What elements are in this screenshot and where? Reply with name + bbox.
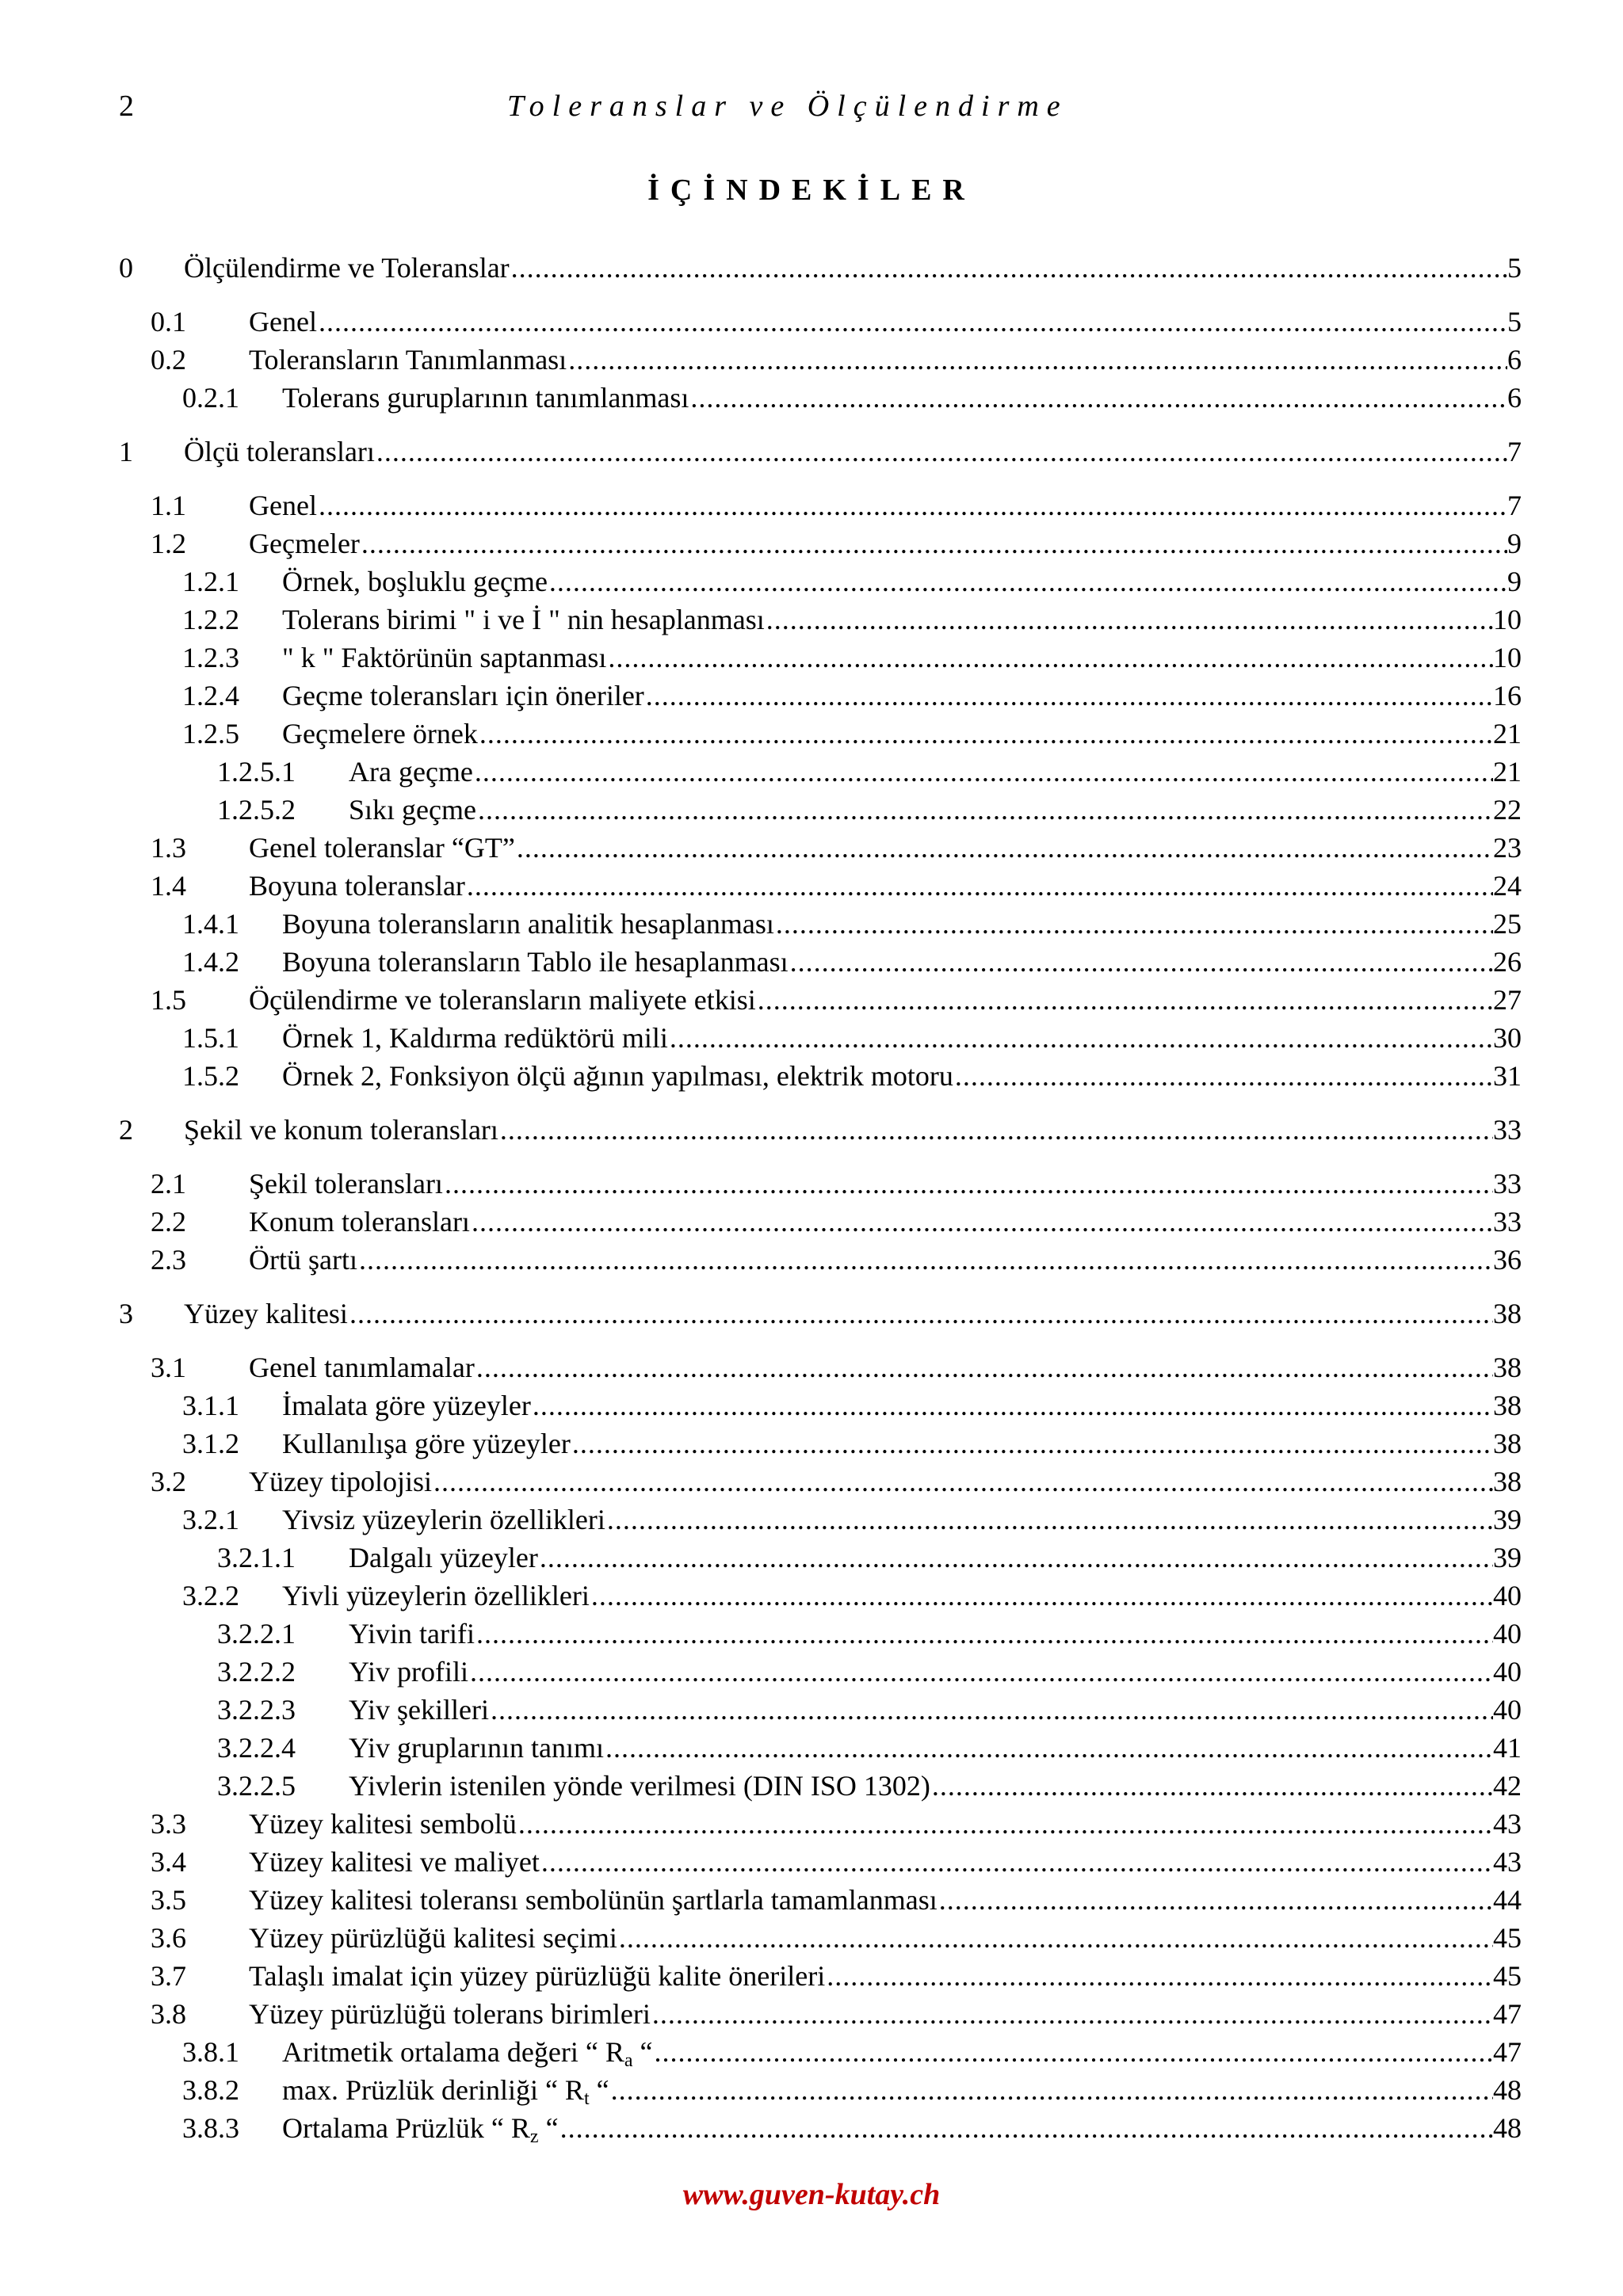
toc-entry-number: 1.2.3	[182, 642, 239, 673]
toc-dot-leader	[500, 1111, 1493, 1149]
page-number: 2	[119, 90, 134, 123]
toc-dot-leader	[470, 1653, 1493, 1691]
toc-entry-page: 33	[1493, 1168, 1522, 1199]
toc-entry[interactable]	[119, 1019, 1522, 1057]
toc-entry-page: 47	[1493, 1998, 1522, 2030]
toc-entry-page: 42	[1493, 1770, 1522, 1802]
toc-entry[interactable]	[119, 1165, 1522, 1203]
toc-entry-title: Geçmeler	[249, 528, 360, 559]
toc-entry-title: Yiv profili	[349, 1656, 468, 1688]
toc-dot-leader	[549, 563, 1507, 601]
toc-entry-page: 47	[1493, 2036, 1522, 2068]
toc-entry[interactable]	[119, 1295, 1522, 1333]
toc-dot-leader	[654, 2033, 1493, 2071]
toc-entry-title: Ölçülendirme ve Toleranslar	[184, 252, 510, 284]
toc-entry-number: 3.8.3	[182, 2112, 239, 2144]
toc-entry-page: 10	[1493, 604, 1522, 635]
toc-entry-title: Boyuna toleransların Tablo ile hesaplanması	[282, 946, 789, 978]
toc-heading: İÇİNDEKİLER	[647, 174, 976, 207]
toc-entry-page: 39	[1493, 1542, 1522, 1573]
toc-entry-title: Yivsiz yüzeylerin özellikleri	[282, 1504, 605, 1535]
toc-entry[interactable]	[119, 1577, 1522, 1615]
toc-entry-number: 3	[119, 1298, 133, 1329]
toc-entry-page: 9	[1507, 566, 1522, 597]
toc-entry[interactable]	[119, 563, 1522, 601]
toc-entry-page: 21	[1493, 718, 1522, 749]
toc-entry-number: 1	[119, 436, 133, 467]
toc-entry-title: Öçülendirme ve toleransların maliyete etkisi	[249, 984, 756, 1016]
toc-dot-leader	[433, 1463, 1493, 1501]
toc-entry-page: 40	[1493, 1694, 1522, 1726]
toc-dot-leader	[827, 1957, 1493, 1995]
toc-entry-page: 41	[1493, 1732, 1522, 1764]
toc-entry-number: 3.2.2	[182, 1580, 239, 1611]
toc-dot-leader	[467, 867, 1493, 905]
toc-entry-subscript: a	[624, 2050, 633, 2071]
toc-entry[interactable]	[119, 1463, 1522, 1501]
toc-entry[interactable]	[119, 943, 1522, 981]
toc-entry-page: 33	[1493, 1114, 1522, 1146]
toc-entry-page: 27	[1493, 984, 1522, 1016]
toc-entry-page: 38	[1493, 1352, 1522, 1383]
toc-entry-title: Örnek, boşluklu geçme	[282, 566, 548, 597]
toc-entry[interactable]	[119, 2033, 1522, 2071]
toc-entry[interactable]	[119, 1539, 1522, 1577]
toc-entry-page: 43	[1493, 1846, 1522, 1878]
toc-entry-page: 36	[1493, 1244, 1522, 1276]
footer-url[interactable]: www.guven-kutay.ch	[682, 2178, 941, 2211]
toc-entry-page: 5	[1507, 252, 1522, 284]
toc-entry[interactable]	[119, 1241, 1522, 1279]
toc-dot-leader	[932, 1767, 1493, 1805]
toc-entry[interactable]	[119, 2109, 1522, 2147]
toc-entry-title: " k " Faktörünün saptanması	[282, 642, 607, 673]
toc-entry-number: 1.5.2	[182, 1060, 239, 1092]
toc-entry-title: Genel	[249, 490, 317, 521]
toc-entry-number: 3.2.2.4	[217, 1732, 296, 1764]
toc-entry-title: Yüzey kalitesi sembolü	[249, 1808, 517, 1840]
toc-entry[interactable]	[119, 341, 1522, 379]
toc-entry-title: Örnek 1, Kaldırma redüktörü mili	[282, 1022, 668, 1054]
toc-entry-title: Örtü şartı	[249, 1244, 357, 1276]
toc-entry-number: 3.1.1	[182, 1390, 239, 1421]
toc-dot-leader	[619, 1919, 1493, 1957]
toc-entry-title: Geçme toleransları için öneriler	[282, 680, 644, 711]
toc-entry-page: 7	[1507, 436, 1522, 467]
toc-dot-leader	[607, 1501, 1493, 1539]
toc-entry[interactable]	[119, 639, 1522, 677]
toc-entry-number: 3.5	[151, 1884, 186, 1916]
toc-entry-number: 0	[119, 252, 133, 284]
toc-entry[interactable]	[119, 1203, 1522, 1241]
toc-entry[interactable]	[119, 791, 1522, 829]
toc-entry-page: 24	[1493, 870, 1522, 902]
toc-entry-title: Kullanılışa göre yüzeyler	[282, 1428, 571, 1459]
toc-entry-page: 45	[1493, 1922, 1522, 1954]
toc-entry-page: 22	[1493, 794, 1522, 826]
toc-entry-title: Şekil toleransları	[249, 1168, 443, 1199]
toc-entry-number: 1.2.4	[182, 680, 239, 711]
toc-entry-title: Yivli yüzeylerin özellikleri	[282, 1580, 590, 1611]
toc-entry[interactable]	[119, 1057, 1522, 1095]
toc-entry-title: max. Prüzlük derinliği “ $R_t$ “	[282, 2074, 609, 2109]
toc-entry-page: 6	[1507, 344, 1522, 376]
toc-dot-leader	[758, 981, 1493, 1019]
toc-entry-title: Yiv şekilleri	[349, 1694, 489, 1726]
toc-entry-number: 3.3	[151, 1808, 186, 1840]
toc-entry-number: 2.2	[151, 1206, 186, 1238]
toc-entry-number: 3.7	[151, 1960, 186, 1992]
toc-dot-leader	[572, 1425, 1493, 1463]
toc-dot-leader	[608, 639, 1493, 677]
toc-dot-leader	[540, 1539, 1493, 1577]
toc-dot-leader	[475, 753, 1493, 791]
toc-entry-page: 38	[1493, 1428, 1522, 1459]
toc-entry[interactable]	[119, 1691, 1522, 1729]
toc-entry[interactable]	[119, 1805, 1522, 1843]
toc-entry-number: 1.2.5.1	[217, 756, 296, 788]
toc-entry-number: 3.4	[151, 1846, 186, 1878]
toc-entry-number: 3.2.2.5	[217, 1770, 296, 1802]
toc-entry-number: 1.2.5	[182, 718, 239, 749]
toc-entry-page: 38	[1493, 1390, 1522, 1421]
toc-entry-page: 48	[1493, 2074, 1522, 2106]
toc-entry[interactable]	[119, 867, 1522, 905]
toc-entry-number: 0.2.1	[182, 382, 239, 414]
toc-entry[interactable]	[119, 379, 1522, 417]
toc-entry-number: 3.1.2	[182, 1428, 239, 1459]
toc-dot-leader	[319, 486, 1507, 524]
toc-entry-title: Konum toleransları	[249, 1206, 470, 1238]
toc-entry[interactable]	[119, 1767, 1522, 1805]
toc-entry-title: Yüzey pürüzlüğü tolerans birimleri	[249, 1998, 651, 2030]
toc-entry-page: 45	[1493, 1960, 1522, 1992]
toc-dot-leader	[517, 829, 1493, 867]
toc-dot-leader	[939, 1881, 1493, 1919]
toc-entry[interactable]	[119, 677, 1522, 715]
toc-entry-number: 2	[119, 1114, 133, 1146]
toc-dot-leader	[511, 249, 1507, 287]
toc-entry[interactable]	[119, 715, 1522, 753]
toc-entry-page: 10	[1493, 642, 1522, 673]
toc-entry-title: Genel toleranslar “GT”	[249, 832, 515, 864]
toc-entry-number: 2.3	[151, 1244, 186, 1276]
toc-entry-page: 16	[1493, 680, 1522, 711]
running-title: Toleranslar ve Ölçülendirme	[507, 90, 1068, 123]
toc-entry-number: 0.2	[151, 344, 186, 376]
toc-entry-title: İmalata göre yüzeyler	[282, 1390, 531, 1421]
toc-entry-title: Dalgalı yüzeyler	[349, 1542, 538, 1573]
toc-entry-title: Ara geçme	[349, 756, 473, 788]
toc-entry-number: 3.2.1	[182, 1504, 239, 1535]
toc-entry-number: 1.3	[151, 832, 186, 864]
toc-entry-title: Genel tanımlamalar	[249, 1352, 475, 1383]
toc-entry-number: 1.4.2	[182, 946, 239, 978]
toc-entry-number: 2.1	[151, 1168, 186, 1199]
toc-entry[interactable]	[119, 433, 1522, 471]
toc-entry-title: Aritmetik ortalama değeri “ $R_a$ “	[282, 2036, 653, 2071]
toc-entry-title: Yüzey pürüzlüğü kalitesi seçimi	[249, 1922, 617, 1954]
toc-dot-leader	[476, 1348, 1493, 1386]
toc-entry[interactable]	[119, 486, 1522, 524]
toc-entry-number: 3.2.2.1	[217, 1618, 296, 1650]
toc-entry-title: Boyuna toleranslar	[249, 870, 465, 902]
toc-dot-leader	[652, 1995, 1493, 2033]
toc-entry-page: 38	[1493, 1466, 1522, 1497]
toc-entry-number: 3.2	[151, 1466, 186, 1497]
toc-entry[interactable]	[119, 303, 1522, 341]
toc-entry-number: 1.5.1	[182, 1022, 239, 1054]
toc-dot-leader	[445, 1165, 1493, 1203]
toc-entry[interactable]	[119, 1425, 1522, 1463]
toc-entry-page: 23	[1493, 832, 1522, 864]
toc-dot-leader	[476, 1615, 1493, 1653]
toc-entry[interactable]	[119, 1919, 1522, 1957]
toc-entry-number: 1.4.1	[182, 908, 239, 940]
toc-entry-title: Sıkı geçme	[349, 794, 476, 826]
toc-entry-title: Toleransların Tanımlanması	[249, 344, 567, 376]
toc-entry-number: 3.2.1.1	[217, 1542, 296, 1573]
toc-entry-number: 0.1	[151, 306, 186, 338]
toc-dot-leader	[690, 379, 1507, 417]
toc-entry[interactable]	[119, 524, 1522, 563]
toc-dot-leader	[518, 1805, 1493, 1843]
toc-entry-title: Ortalama Prüzlük “ $R_z$ “	[282, 2112, 559, 2147]
toc-entry-title: Yüzey kalitesi toleransı sembolünün şartlarla tamamlanması	[249, 1884, 938, 1916]
toc-dot-leader	[560, 2109, 1493, 2147]
toc-dot-leader	[472, 1203, 1493, 1241]
toc-entry-number: 1.2	[151, 528, 186, 559]
toc-dot-leader	[605, 1729, 1493, 1767]
toc-entry-number: 1.4	[151, 870, 186, 902]
toc-dot-leader	[361, 524, 1507, 563]
toc-entry-page: 7	[1507, 490, 1522, 521]
toc-entry[interactable]	[119, 1957, 1522, 1995]
toc-entry-page: 39	[1493, 1504, 1522, 1535]
toc-entry-number: 1.2.5.2	[217, 794, 296, 826]
toc-entry[interactable]	[119, 1615, 1522, 1653]
toc-entry-title: Yivlerin istenilen yönde verilmesi (DIN ISO 1302)	[349, 1770, 930, 1802]
toc-entry-title: Talaşlı imalat için yüzey pürüzlüğü kalite önerileri	[249, 1960, 826, 1992]
toc-entry-title: Örnek 2, Fonksiyon ölçü ağının yapılması, elektrik motoru	[282, 1060, 953, 1092]
toc-entry-page: 40	[1493, 1618, 1522, 1650]
toc-dot-leader	[478, 791, 1493, 829]
toc-entry-number: 3.2.2.3	[217, 1694, 296, 1726]
toc-entry-number: 3.6	[151, 1922, 186, 1954]
toc-dot-leader	[349, 1295, 1493, 1333]
toc-entry-title: Tolerans guruplarının tanımlanması	[282, 382, 689, 414]
toc-dot-leader	[541, 1843, 1493, 1881]
toc-entry[interactable]	[119, 829, 1522, 867]
toc-dot-leader	[479, 715, 1493, 753]
toc-entry-title: Ölçü toleransları	[184, 436, 375, 467]
toc-entry[interactable]	[119, 2071, 1522, 2109]
toc-entry-title: Tolerans birimi " i ve İ " nin hesaplanması	[282, 604, 765, 635]
toc-entry[interactable]	[119, 1386, 1522, 1425]
toc-entry-title: Yüzey kalitesi	[184, 1298, 348, 1329]
toc-entry-page: 25	[1493, 908, 1522, 940]
toc-dot-leader	[591, 1577, 1493, 1615]
toc-entry-page: 43	[1493, 1808, 1522, 1840]
toc-entry[interactable]	[119, 1881, 1522, 1919]
toc-dot-leader	[491, 1691, 1493, 1729]
toc-entry[interactable]	[119, 1111, 1522, 1149]
toc-entry-page: 6	[1507, 382, 1522, 414]
toc-entry-page: 40	[1493, 1580, 1522, 1611]
toc-dot-leader	[568, 341, 1507, 379]
toc-entry-page: 26	[1493, 946, 1522, 978]
toc-entry-number: 3.1	[151, 1352, 186, 1383]
toc-entry-number: 1.2.2	[182, 604, 239, 635]
toc-entry-page: 5	[1507, 306, 1522, 338]
toc-entry[interactable]	[119, 905, 1522, 943]
toc-entry[interactable]	[119, 1843, 1522, 1881]
toc-dot-leader	[359, 1241, 1493, 1279]
toc-dot-leader	[611, 2071, 1493, 2109]
toc-dot-leader	[670, 1019, 1493, 1057]
toc-entry-title: Yüzey tipolojisi	[249, 1466, 432, 1497]
toc-entry[interactable]	[119, 1348, 1522, 1386]
toc-entry-title: Yivin tarifi	[349, 1618, 475, 1650]
toc-entry-title: Şekil ve konum toleransları	[184, 1114, 498, 1146]
toc-entry-page: 30	[1493, 1022, 1522, 1054]
toc-dot-leader	[790, 943, 1493, 981]
toc-entry-number: 3.2.2.2	[217, 1656, 296, 1688]
toc-dot-leader	[533, 1386, 1493, 1425]
toc-entry-title: Yiv gruplarının tanımı	[349, 1732, 604, 1764]
toc-entry-page: 48	[1493, 2112, 1522, 2144]
toc-entry-number: 1.2.1	[182, 566, 239, 597]
toc-entry-page: 31	[1493, 1060, 1522, 1092]
toc-entry-number: 1.5	[151, 984, 186, 1016]
toc-entry[interactable]	[119, 1729, 1522, 1767]
toc-entry[interactable]	[119, 1501, 1522, 1539]
toc-entry-page: 40	[1493, 1656, 1522, 1688]
toc-dot-leader	[319, 303, 1507, 341]
toc-entry-page: 21	[1493, 756, 1522, 788]
toc-entry-page: 38	[1493, 1298, 1522, 1329]
toc-dot-leader	[376, 433, 1507, 471]
toc-entry-title: Yüzey kalitesi ve maliyet	[249, 1846, 540, 1878]
toc-entry-page: 44	[1493, 1884, 1522, 1916]
toc-entry[interactable]	[119, 249, 1522, 287]
toc-entry-number: 3.8.2	[182, 2074, 239, 2106]
toc-entry[interactable]	[119, 601, 1522, 639]
toc-entry-title: Geçmelere örnek	[282, 718, 478, 749]
toc-entry-number: 3.8	[151, 1998, 186, 2030]
toc-entry-title: Boyuna toleransların analitik hesaplanması	[282, 908, 774, 940]
toc-entry[interactable]	[119, 753, 1522, 791]
toc-dot-leader	[776, 905, 1493, 943]
toc-entry[interactable]	[119, 1653, 1522, 1691]
toc-entry-page: 9	[1507, 528, 1522, 559]
toc-entry[interactable]	[119, 981, 1522, 1019]
toc-entry-number: 1.1	[151, 490, 186, 521]
toc-dot-leader	[766, 601, 1493, 639]
table-of-contents	[119, 249, 1522, 2147]
toc-entry-page: 33	[1493, 1206, 1522, 1238]
toc-entry[interactable]	[119, 1995, 1522, 2033]
toc-dot-leader	[955, 1057, 1493, 1095]
toc-entry-subscript: z	[529, 2126, 539, 2147]
toc-entry-title: Genel	[249, 306, 317, 338]
toc-dot-leader	[646, 677, 1493, 715]
toc-entry-number: 3.8.1	[182, 2036, 239, 2068]
toc-entry-subscript: t	[583, 2088, 590, 2109]
